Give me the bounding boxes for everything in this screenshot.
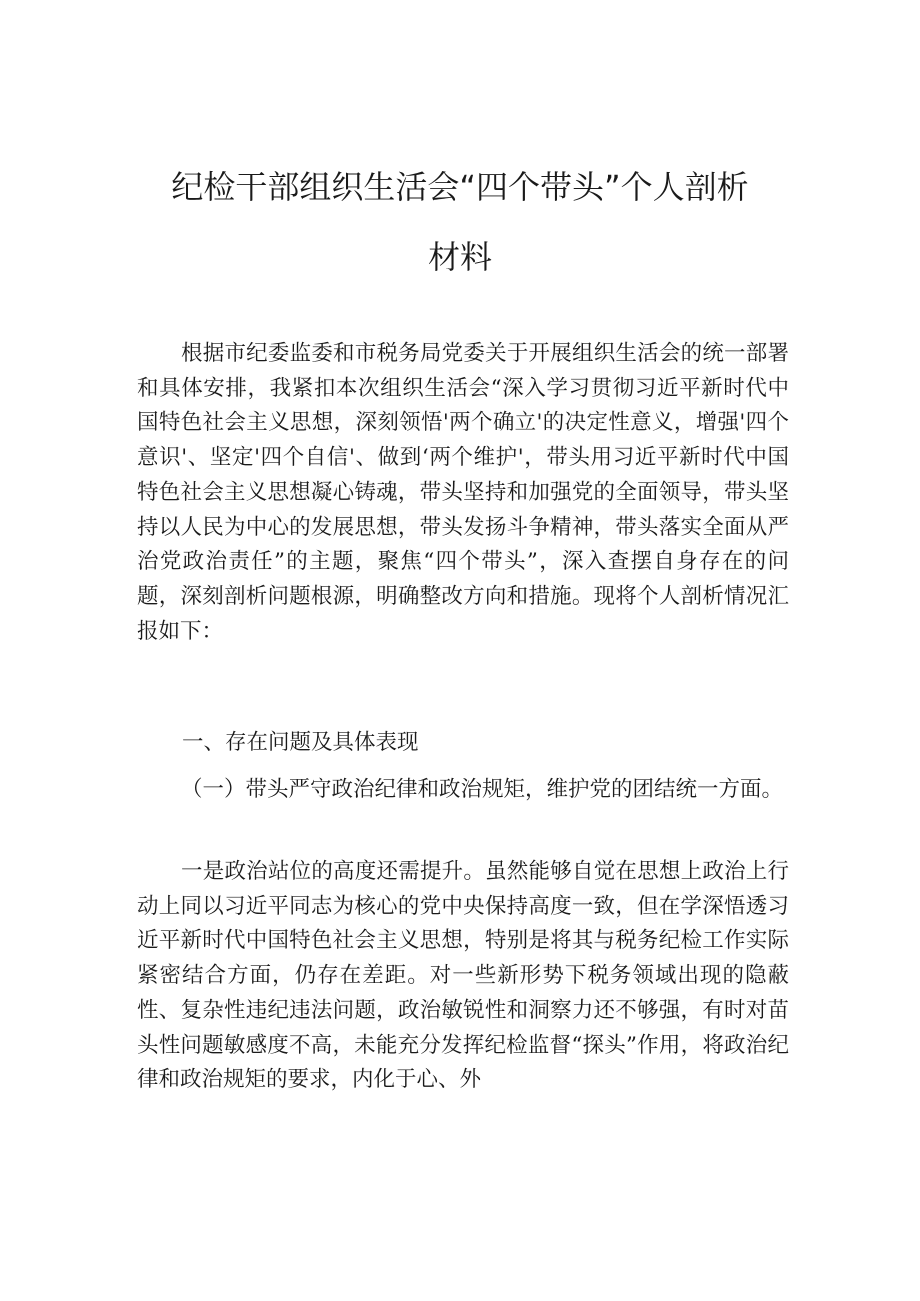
subsection-heading: （一）带头严守政治纪律和政治规矩，维护党的团结统一方面。 [181, 777, 784, 802]
intro-paragraph: 根据市纪委监委和市税务局党委关于开展组织生活会的统一部署和具体安排，我紧扣本次组织生活会“深入学习贯彻习近平新时代中国特色社会主义思想，深刻领悟'两个确立'的决定性意义，增强'四个意识'、坚定'四个自信'、做到‘两个维护'，带头用习近平新时代中国特色社会主义思想凝心铸魂，带头坚持和加强党的全面领导，带头坚持以人民为中心的发展思想，带头发扬斗争精神，带头落实全面从严治党政治责任”的主题，聚焦“四个带头”，深入查摆自身存在的问题，深刻剖析问题根源，明确整改方向和措施。现将个人剖析情况汇报如下： [137, 341, 789, 644]
document-title-line-2: 材料 [427, 238, 492, 276]
point-one-paragraph: 一是政治站位的高度还需提升。虽然能够自觉在思想上政治上行动上同以习近平同志为核心的党中央保持高度一致，但在学深悟透习近平新时代中国特色社会主义思想，特别是将其与税务纪检工作实际紧密结合方面，仍存在差距。对一些新形势下税务领域出现的隐蔽性、复杂性违纪违法问题，政治敏锐性和洞察力还不够强，有时对苗头性问题敏感度不高，未能充分发挥纪检监督“探头”作用，将政治纪律和政治规矩的要求，内化于心、外 [137, 859, 789, 1093]
document-title-line-1: 纪检干部组织生活会“四个带头”个人剖析 [171, 168, 749, 206]
section-heading: 一、存在问题及具体表现 [182, 730, 419, 755]
